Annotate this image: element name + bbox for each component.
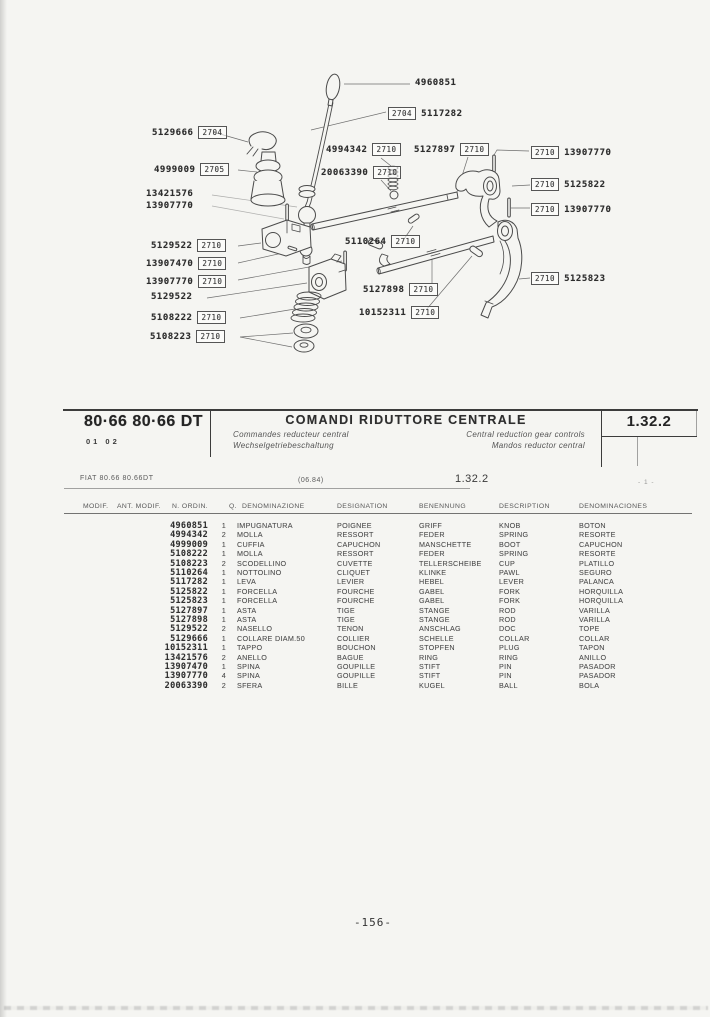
cell-qty: 1 [221, 605, 226, 615]
ring-drawing [299, 186, 315, 198]
spring-cups-drawing [291, 292, 321, 352]
part-label-13907770 [531, 203, 611, 216]
table-row [64, 624, 696, 633]
cell-num: 13907470 [164, 662, 208, 672]
cell-fr: RESSORT [337, 549, 374, 559]
cell-en: KNOB [499, 521, 521, 530]
upper-fork-drawing [456, 170, 500, 227]
part-label-5127897 [414, 143, 489, 156]
cell-de: FEDER [419, 530, 445, 540]
ref-box: 2710 [198, 275, 226, 288]
ref-box: 2704 [388, 107, 416, 120]
cell-es: BOLA [579, 680, 600, 690]
pin-drawing [508, 198, 511, 217]
cell-it: MOLLA [237, 549, 263, 559]
part-label-4994342 [326, 143, 401, 156]
part-label-13421576 [146, 189, 193, 199]
cell-fr: FOURCHE [337, 596, 375, 606]
ref-box: 2710 [197, 239, 225, 252]
col-header-denominaciones: DENOMINACIONES [579, 503, 648, 510]
part-number: 5125822 [564, 179, 606, 190]
cell-qty: 1 [221, 662, 226, 671]
part-label-5108223 [150, 330, 225, 343]
ref-box: 2710 [531, 203, 559, 216]
part-number: 13907770 [146, 276, 194, 287]
exploded-diagram [0, 0, 710, 400]
cell-qty: 1 [221, 549, 226, 559]
model-code: 80·66 80·66 DT [84, 413, 204, 430]
cell-es: RESORTE [579, 549, 616, 559]
cell-de: STOPFEN [419, 643, 455, 653]
table-row [64, 559, 696, 568]
cell-num: 4960851 [170, 521, 208, 531]
ref-box: 2710 [198, 257, 226, 270]
cell-it: NASELLO [237, 624, 273, 634]
model-line: FIAT 80.66 80.66DT [80, 475, 154, 482]
cell-en: ROD [499, 615, 516, 624]
cell-en: ROD [499, 605, 516, 615]
page-number: -156- [353, 916, 393, 929]
cell-en: LEVER [499, 577, 525, 587]
part-label-4999009 [154, 163, 229, 176]
cell-es: BOTON [579, 521, 606, 530]
cell-fr: GOUPILLE [337, 662, 376, 671]
cell-qty: 1 [221, 577, 226, 587]
part-number: 5129522 [151, 240, 193, 251]
cell-it: LEVA [237, 577, 257, 587]
cell-es: HORQUILLA [579, 596, 624, 606]
col-header-benennung: BENENNUNG [419, 503, 467, 510]
ref-box: 2710 [531, 178, 559, 191]
cell-de: TELLERSCHEIBE [419, 558, 482, 568]
part-label-5110264 [345, 235, 420, 248]
col-header-ant-modif: ANT. MODIF. [117, 503, 162, 510]
cell-qty: 1 [221, 568, 226, 577]
cell-fr: TIGE [337, 615, 355, 624]
page-title: COMANDI RIDUTTORE CENTRALE [285, 413, 527, 427]
cell-fr: CLIQUET [337, 568, 371, 577]
rule-table-header [64, 513, 692, 514]
cell-it: SPINA [237, 671, 261, 681]
cell-fr: BOUCHON [337, 643, 376, 653]
part-number: 13907470 [146, 258, 194, 269]
rule-code-stub [637, 437, 638, 466]
part-label-13907770 [531, 146, 611, 159]
cell-es: SEGURO [579, 568, 612, 577]
cell-en: COLLAR [499, 633, 530, 643]
col-header-q: Q. [229, 503, 237, 510]
part-label-13907470 [146, 257, 226, 270]
cell-qty: 1 [221, 586, 226, 596]
cell-num: 4999009 [170, 539, 208, 550]
cell-es: VARILLA [579, 615, 611, 624]
cell-qty: 1 [221, 633, 226, 643]
part-label-5117282 [388, 107, 463, 120]
cell-qty: 2 [221, 558, 226, 568]
cell-de: RING [419, 652, 439, 662]
cell-fr: COLLIER [337, 633, 370, 643]
cell-en: PAWL [499, 568, 520, 577]
part-number: 13907770 [564, 204, 612, 215]
part-label-5129522 [151, 292, 192, 302]
table-row [64, 653, 696, 662]
cell-fr: FOURCHE [337, 586, 375, 596]
col-header-designation: DESIGNATION [337, 503, 388, 510]
subtitle-french: Commandes reducteur central [233, 430, 349, 439]
cell-it: NOTTOLINO [237, 568, 282, 577]
sheet-marker: - 1 - [638, 479, 655, 486]
col-header-description: DESCRIPTION [499, 503, 550, 510]
cell-num: 5125823 [170, 596, 208, 607]
section-code: 1.32.2 [626, 413, 672, 430]
cell-es: PLATILLO [579, 558, 615, 568]
cell-fr: BILLE [337, 680, 359, 690]
table-row [64, 634, 696, 643]
ref-box: 2710 [460, 143, 488, 156]
cell-de: GRIFF [419, 521, 443, 530]
part-label-5129522 [151, 239, 226, 252]
cell-fr: TENON [337, 624, 364, 634]
ref-box: 2710 [373, 166, 401, 179]
cell-it: ANELLO [237, 652, 268, 662]
table-row [64, 568, 696, 577]
cell-fr: GOUPILLE [337, 671, 376, 681]
cell-num: 5108222 [170, 549, 208, 560]
cell-en: RING [499, 652, 519, 662]
part-label-13907770 [146, 201, 193, 211]
part-label-10152311 [359, 306, 439, 319]
cell-num: 5125822 [170, 586, 208, 597]
cell-it: SPINA [237, 662, 261, 671]
cell-de: STIFT [419, 662, 441, 671]
model-variants: 01 02 [86, 437, 120, 446]
col-header-modif: MODIF. [83, 503, 109, 510]
ref-box: 2710 [197, 311, 225, 324]
cell-de: STIFT [419, 671, 441, 681]
cell-num: 10152311 [164, 643, 208, 654]
cell-num: 4994342 [170, 530, 208, 541]
cell-fr: BAGUE [337, 652, 364, 662]
cell-qty: 2 [221, 530, 226, 540]
cell-es: CAPUCHON [579, 539, 623, 549]
cell-en: FORK [499, 596, 521, 606]
boot-drawing [251, 152, 285, 206]
part-number: 4999009 [154, 164, 196, 175]
cell-qty: 4 [221, 671, 226, 681]
part-number: 13421576 [146, 189, 194, 199]
rule-top [63, 409, 698, 411]
ref-box: 2710 [196, 330, 224, 343]
part-label-5125822 [531, 178, 606, 191]
part-label-5129666 [152, 126, 227, 139]
cell-de: HEBEL [419, 577, 445, 587]
table-row [64, 596, 696, 605]
table-row [64, 530, 696, 539]
cell-es: PASADOR [579, 662, 616, 671]
cell-it: IMPUGNATURA [237, 521, 293, 530]
cell-en: SPRING [499, 549, 529, 559]
cell-qty: 1 [221, 596, 226, 606]
cell-de: KLINKE [419, 568, 447, 577]
cell-qty: 2 [221, 680, 226, 690]
part-number: 5108222 [151, 312, 193, 323]
table-row [64, 615, 696, 624]
cell-en: FORK [499, 586, 521, 596]
part-number: 10152311 [359, 307, 407, 318]
cell-it: SFERA [237, 680, 263, 690]
subtitle-german: Wechselgetriebeschaltung [233, 441, 334, 450]
rule-code-bottom [601, 436, 697, 437]
cell-en: DOC [499, 624, 516, 634]
cell-fr: POIGNEE [337, 521, 372, 530]
ref-box: 2710 [411, 306, 439, 319]
ref-box: 2710 [531, 272, 559, 285]
cell-en: BALL [499, 680, 518, 690]
cell-num: 5127898 [170, 615, 208, 625]
cell-es: TOPE [579, 624, 600, 634]
cell-it: CUFFIA [237, 539, 265, 549]
part-label-4960851 [415, 78, 456, 88]
pin-drawing [493, 155, 496, 172]
part-number: 13907770 [564, 147, 612, 158]
part-label-20063390 [321, 166, 401, 179]
section-code-small: 1.32.2 [455, 473, 489, 485]
table-row [64, 577, 696, 586]
pawl-drawing [407, 213, 420, 224]
edition-date: (06.84) [298, 477, 324, 484]
cell-qty: 2 [221, 624, 226, 634]
cell-en: PIN [499, 662, 512, 671]
part-number: 5117282 [421, 108, 463, 119]
cell-num: 13421576 [164, 652, 208, 663]
cell-en: PLUG [499, 643, 520, 653]
cell-fr: LEVIER [337, 577, 365, 587]
cell-num: 5110264 [170, 568, 208, 578]
part-number: 4960851 [415, 78, 457, 88]
cell-en: SPRING [499, 530, 529, 540]
cell-num: 5129666 [170, 633, 208, 644]
table-row [64, 587, 696, 596]
part-number: 5125823 [564, 273, 606, 284]
part-number: 5108223 [150, 331, 192, 342]
cell-it: COLLARE DIAM.50 [237, 633, 306, 643]
cell-qty: 1 [221, 615, 226, 624]
table-row [64, 681, 696, 690]
cell-fr: TIGE [337, 605, 355, 615]
cell-de: ANSCHLAG [419, 624, 461, 634]
cell-es: PASADOR [579, 671, 616, 681]
rule-subheader [64, 488, 470, 489]
cell-it: TAPPO [237, 643, 263, 653]
table-row [64, 606, 696, 615]
cell-de: SCHELLE [419, 633, 454, 643]
ref-box: 2710 [531, 146, 559, 159]
ref-box: 2705 [200, 163, 228, 176]
part-number: 20063390 [321, 167, 369, 178]
cell-de: STANGE [419, 605, 450, 615]
parts-table [64, 521, 696, 696]
lower-fork-drawing [481, 220, 522, 318]
col-header-denominazione: DENOMINAZIONE [242, 503, 305, 510]
cell-it: FORCELLA [237, 596, 278, 606]
ref-box: 2710 [372, 143, 400, 156]
cell-en: CUP [499, 558, 516, 568]
cell-de: GABEL [419, 586, 445, 596]
cell-it: SCODELLINO [237, 558, 287, 568]
cell-es: VARILLA [579, 605, 611, 615]
cell-en: PIN [499, 671, 512, 681]
part-number: 5127897 [414, 144, 456, 155]
rule-model-sep [210, 411, 211, 457]
part-number: 4994342 [326, 144, 368, 155]
pin-drawing [286, 204, 289, 221]
cell-it: FORCELLA [237, 586, 278, 596]
cell-es: COLLAR [579, 633, 610, 643]
cell-num: 5129522 [170, 624, 208, 635]
subtitle-spanish: Mandos reductor central [491, 441, 585, 450]
cell-it: ASTA [237, 615, 257, 624]
cell-fr: CUVETTE [337, 558, 373, 568]
cell-num: 5127897 [170, 605, 208, 616]
part-number: 5127898 [363, 284, 405, 295]
shift-rod-1-drawing [310, 192, 458, 230]
part-number: 5129522 [151, 292, 193, 302]
col-header-n-ordin: N. ORDIN. [172, 503, 209, 510]
table-row [64, 549, 696, 558]
ref-box: 2704 [198, 126, 226, 139]
cell-num: 5108223 [170, 558, 208, 569]
cell-es: HORQUILLA [579, 586, 624, 596]
cell-es: RESORTE [579, 530, 616, 540]
cell-es: PALANCA [579, 577, 615, 587]
part-label-13907770 [146, 275, 226, 288]
part-label-5125823 [531, 272, 606, 285]
cell-de: GABEL [419, 596, 445, 606]
cell-de: MANSCHETTE [419, 539, 472, 549]
cell-qty: 1 [221, 521, 226, 530]
part-label-5108222 [151, 311, 226, 324]
part-number: 5129666 [152, 127, 194, 138]
cell-num: 13907770 [164, 671, 208, 682]
cell-qty: 2 [221, 652, 226, 662]
part-number: 13907770 [146, 201, 194, 211]
cell-de: KUGEL [419, 680, 445, 690]
cell-it: MOLLA [237, 530, 263, 540]
cell-num: 5117282 [170, 577, 208, 588]
cell-qty: 1 [221, 643, 226, 653]
cell-es: TAPON [579, 643, 605, 653]
cell-qty: 1 [221, 539, 226, 549]
cell-it: ASTA [237, 605, 257, 615]
cell-fr: CAPUCHON [337, 539, 381, 549]
cell-de: STANGE [419, 615, 450, 624]
table-row [64, 540, 696, 549]
part-label-5127898 [363, 283, 438, 296]
cell-en: BOOT [499, 539, 521, 549]
cell-de: FEDER [419, 549, 445, 559]
cell-num: 20063390 [164, 680, 208, 691]
table-row [64, 643, 696, 652]
table-row [64, 662, 696, 671]
cell-es: ANILLO [579, 652, 607, 662]
table-row [64, 671, 696, 680]
table-row [64, 521, 696, 530]
ref-box: 2710 [391, 235, 419, 248]
part-number: 5110264 [345, 236, 387, 247]
subtitle-english: Central reduction gear controls [466, 430, 585, 439]
ref-box: 2710 [409, 283, 437, 296]
cell-fr: RESSORT [337, 530, 374, 540]
